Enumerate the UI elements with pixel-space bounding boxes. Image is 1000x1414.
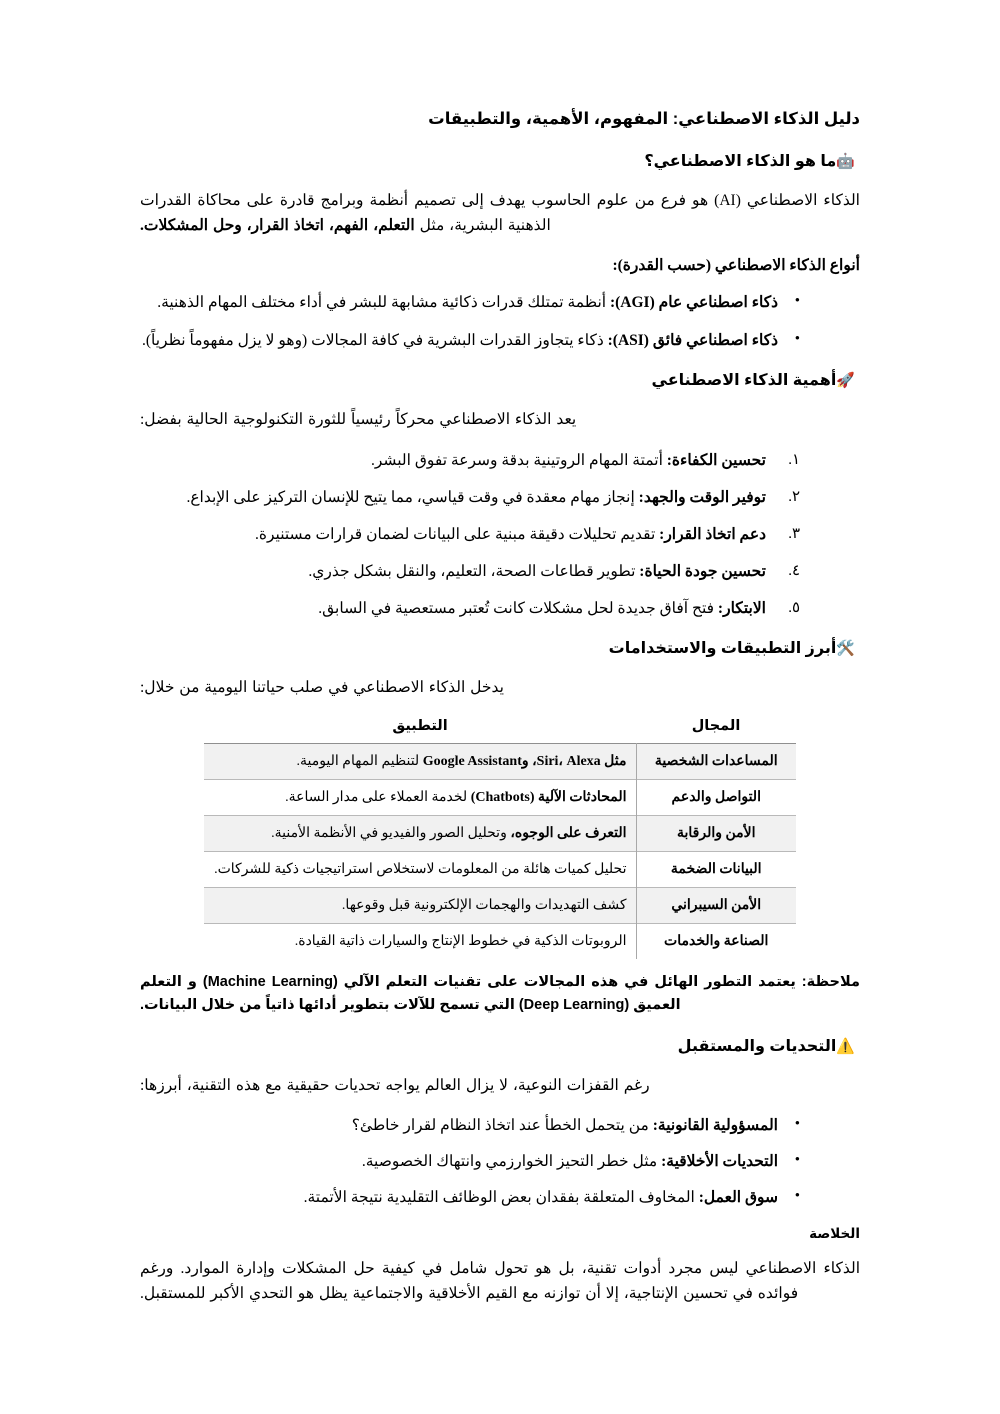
importance-list [140,449,860,621]
rocket-icon: 🚀 [836,371,855,390]
page-title: دليل الذكاء الاصطناعي: المفهوم، الأهمية، والتطبيقات [428,110,860,128]
ai-type-desc: ذكاء يتجاوز القدرات البشرية في كافة المجالات (وهو لا يزل مفهوماً نظرياً). [141,332,608,350]
list-item [140,1114,800,1138]
hammer-and-wrench-icon: 🛠️ [836,638,855,657]
ai-type-term: ذكاء اصطناعي فائق (ASI): [607,332,778,350]
table-cell-application [204,851,636,887]
importance-term: توفير الوقت والجهد: [638,488,766,506]
challenge-desc: من يتحمل الخطأ عند اتخاذ النظام لقرار خاطئ؟ [351,1117,653,1135]
table-cell-domain: الصناعة والخدمات [636,923,796,959]
importance-desc: أتمتة المهام الروتينية بدقة وسرعة تفوق البشر. [370,451,667,469]
table-cell-application [204,815,636,851]
table-row [204,923,796,959]
challenge-term: المسؤولية القانونية: [652,1117,778,1135]
list-item [140,560,800,584]
table-header-domain: المجال [691,717,741,734]
table-cell-application-rest: الروبوتات الذكية في خطوط الإنتاج والسيارات ذاتية القيادة. [294,933,627,949]
table-cell-application-bold: المحادثات الآلية (Chatbots) [470,789,627,805]
table-header-application: التطبيق [392,717,448,734]
conclusion-paragraph: الذكاء الاصطناعي ليس مجرد أدوات تقنية، بل هو تحول شامل في كيفية حل المشكلات وإدارة الموارد. ورغم فوائده في تحسين الإنتاجية، إلا أن توازنه مع القيم الأخلاقية والاجتماعية يظل هو التحدي الأكبر للمستقبل. [140,1260,860,1303]
table-cell-domain: الأمن والرقابة [636,815,796,851]
definition-text-bold: التعلم، الفهم، اتخاذ القرار، وحل المشكلات [143,217,415,235]
definition-text-a: الذكاء الاصطناعي (AI) هو فرع من علوم الحاسوب يهدف إلى تصميم أنظمة وبرامج قادرة على محاكاة القدرات الذهنية البشرية، مثل [140,191,860,235]
table-cell-application [204,779,636,815]
applications-table [204,716,796,959]
table-body [204,743,796,959]
challenges-list [140,1114,860,1210]
importance-term: دعم اتخاذ القرار: [659,525,766,543]
importance-term: الابتكار: [717,599,766,617]
section-heading-applications-label: أبرز التطبيقات والاستخدامات [608,639,837,657]
ai-type-desc: أنظمة تمتلك قدرات ذكائية مشابهة للبشر في أداء مختلف المهام الذهنية. [157,294,610,312]
list-item [140,329,800,353]
list-item-index: ٣. [788,525,800,542]
challenge-term: سوق العمل: [698,1189,778,1207]
section-heading-what-is-ai [140,150,860,174]
importance-desc: تقديم تحليلات دقيقة مبنية على البيانات لضمان قرارات مستنيرة. [254,525,660,543]
ai-types-list [140,291,860,353]
table-cell-application [204,887,636,923]
table-row [204,779,796,815]
list-item [140,597,800,621]
table-cell-application-rest: لخدمة العملاء على مدار الساعة. [285,789,471,805]
table-cell-domain: المساعدات الشخصية [636,743,796,779]
importance-term: تحسين جودة الحياة: [639,562,766,580]
table-row [204,815,796,851]
ai-type-term: ذكاء اصطناعي عام (AGI): [609,294,778,312]
table-cell-domain: التواصل والدعم [636,779,796,815]
list-item [140,523,800,547]
subheading-ai-types: أنواع الذكاء الاصطناعي (حسب القدرة): [612,257,860,275]
table-cell-application [204,743,636,779]
list-item-index: ١. [788,451,800,468]
list-item [140,1186,800,1210]
definition-text-c: . [140,217,144,235]
table-cell-application [204,923,636,959]
table-cell-application-bold: التعرف على الوجوه، [510,825,627,841]
table-cell-application-bold: مثل Siri، Alexa، وGoogle Assistant [422,753,627,769]
list-item-index: ٤. [788,562,800,579]
table-header-row [204,716,796,744]
challenge-desc: مثل خطر التحيز الخوارزمي وانتهاك الخصوصية. [361,1153,662,1171]
table-cell-application-rest: وتحليل الصور والفيديو في الأنظمة الأمنية. [271,825,511,841]
table-row [204,743,796,779]
challenge-term: التحديات الأخلاقية: [661,1153,778,1171]
table-row [204,887,796,923]
importance-desc: تطوير قطاعات الصحة، التعليم، والنقل بشكل جذري. [308,562,640,580]
section-heading-applications [140,637,860,661]
list-item-index: ٥. [788,599,800,616]
table-cell-application-rest: كشف التهديدات والهجمات الإلكترونية قبل وقوعها. [341,897,627,913]
table-cell-application-rest: لتنظيم المهام اليومية. [296,753,423,769]
table-row [204,851,796,887]
section-heading-importance [140,369,860,393]
section-heading-challenges [140,1035,860,1059]
applications-note: ملاحظة: يعتمد التطور الهائل في هذه المجالات على تقنيات التعلم الآلي (Machine Learning) و التعلم العميق (Deep Learning) التي تسمح للآلات بتطوير أدائها ذاتياً من خلال البيانات. [140,973,860,1013]
table-cell-domain: البيانات الضخمة [636,851,796,887]
table-cell-application-rest: تحليل كميات هائلة من المعلومات لاستخلاص استراتيجيات ذكية للشركات. [214,861,627,877]
importance-desc: إنجاز مهام معقدة في وقت قياسي، مما يتيح للإنسان التركيز على الإبداع. [186,488,639,506]
list-item [140,486,800,510]
section-heading-what-is-ai-label: ما هو الذكاء الاصطناعي؟ [644,152,837,170]
list-item [140,291,800,315]
list-item [140,1150,800,1174]
section-heading-conclusion: الخلاصة [809,1226,860,1242]
importance-term: تحسين الكفاءة: [666,451,766,469]
table-cell-domain: الأمن السيبراني [636,887,796,923]
section-heading-challenges-label: التحديات والمستقبل [677,1038,837,1056]
robot-icon: 🤖 [836,151,855,170]
challenge-desc: المخاوف المتعلقة بفقدان بعض الوظائف التقليدية نتيجة الأتمتة. [303,1189,699,1207]
applications-table-wrapper [140,716,860,959]
definition-paragraph [140,188,860,238]
warning-icon: ⚠️ [836,1037,855,1056]
section-heading-importance-label: أهمية الذكاء الاصطناعي [651,372,837,390]
list-item-index: ٢. [788,488,800,505]
table-header [204,716,796,744]
challenges-intro: رغم القفزات النوعية، لا يزال العالم يواجه تحديات حقيقية مع هذه التقنية، أبرزها: [140,1077,650,1095]
applications-intro: يدخل الذكاء الاصطناعي في صلب حياتنا اليومية من خلال: [140,678,504,696]
list-item [140,449,800,473]
importance-intro: يعد الذكاء الاصطناعي محركاً رئيسياً للثورة التكنولوجية الحالية بفضل: [140,411,577,429]
importance-desc: فتح آفاق جديدة لحل مشكلات كانت تُعتبر مستعصية في السابق. [318,599,718,617]
